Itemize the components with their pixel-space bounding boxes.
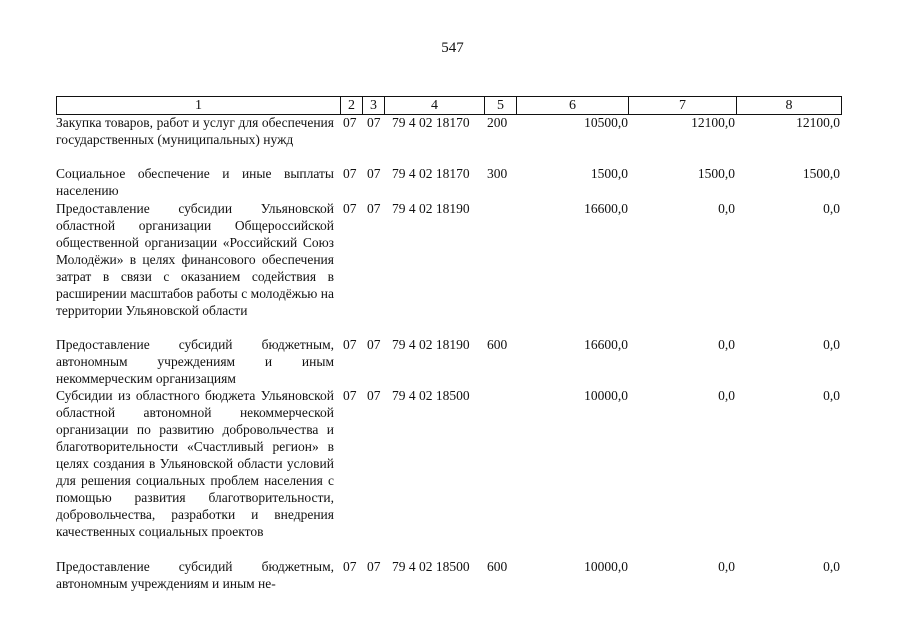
- row-amount-6: 1500,0: [590, 166, 628, 181]
- row-amount-6: 10000,0: [584, 388, 628, 403]
- table-header: [56, 96, 842, 115]
- table-row: [56, 558, 846, 598]
- row-section: 07: [343, 166, 357, 181]
- table-body: [56, 114, 846, 598]
- header-col-7: 7: [629, 97, 737, 114]
- header-col-6: 6: [517, 97, 629, 114]
- row-subsection: 07: [367, 115, 381, 130]
- row-name: Предоставление субсидий бюджетным, автономным учреждениям и иным некоммерческим организациям: [56, 337, 334, 386]
- row-amount-7: 0,0: [718, 559, 735, 574]
- table-row: [56, 336, 846, 387]
- table-row: [56, 114, 846, 165]
- row-subsection: 07: [367, 201, 381, 216]
- table-row: [56, 165, 846, 200]
- row-amount-6: 10000,0: [584, 559, 628, 574]
- row-subsection: 07: [367, 337, 381, 352]
- row-expense-type: 600: [487, 559, 508, 574]
- row-code: 79 4 02 18500: [392, 388, 470, 403]
- header-col-4: 4: [385, 97, 485, 114]
- row-amount-7: 12100,0: [691, 115, 735, 130]
- row-amount-6: 10500,0: [584, 115, 628, 130]
- row-amount-7: 0,0: [718, 337, 735, 352]
- row-section: 07: [343, 115, 357, 130]
- row-name: Предоставление субсидий бюджетным, автономным учреждениям и иным не-: [56, 559, 334, 591]
- row-amount-8: 0,0: [823, 388, 840, 403]
- row-amount-8: 1500,0: [802, 166, 840, 181]
- row-name: Субсидии из областного бюджета Ульяновской областной автономной некоммерческой организации по развитию добровольчества и благотворительности «Счастливый регион» в целях создания в Ульяновской области условий для решения социальных проблем населения с помощью развития благотворительности, добровольчества, разработки и внедрения качественных социальных проектов: [56, 388, 334, 539]
- row-name: Социальное обеспечение и иные выплаты населению: [56, 166, 334, 198]
- header-col-1: 1: [57, 97, 341, 114]
- row-code: 79 4 02 18170: [392, 166, 470, 181]
- row-amount-8: 12100,0: [796, 115, 840, 130]
- row-subsection: 07: [367, 166, 381, 181]
- row-amount-7: 1500,0: [697, 166, 735, 181]
- row-section: 07: [343, 201, 357, 216]
- header-col-2: 2: [341, 97, 363, 114]
- table-row: [56, 200, 846, 336]
- row-subsection: 07: [367, 559, 381, 574]
- row-expense-type: 200: [487, 115, 508, 130]
- row-amount-7: 0,0: [718, 201, 735, 216]
- row-expense-type: 600: [487, 337, 508, 352]
- row-code: 79 4 02 18170: [392, 115, 470, 130]
- row-name: Предоставление субсидии Ульяновской областной организации Общероссийской общественной организации «Российский Союз Молодёжи» в целях финансового обеспечения затрат в связи с оказанием содействия в расширении масштабов работы с молодёжью на территории Ульяновской области: [56, 201, 334, 318]
- row-code: 79 4 02 18190: [392, 337, 470, 352]
- row-code: 79 4 02 18190: [392, 201, 470, 216]
- table-row: [56, 387, 846, 558]
- row-section: 07: [343, 337, 357, 352]
- row-amount-7: 0,0: [718, 388, 735, 403]
- row-amount-8: 0,0: [823, 337, 840, 352]
- row-code: 79 4 02 18500: [392, 559, 470, 574]
- row-amount-8: 0,0: [823, 201, 840, 216]
- row-amount-8: 0,0: [823, 559, 840, 574]
- header-col-5: 5: [485, 97, 517, 114]
- row-expense-type: 300: [487, 166, 508, 181]
- row-subsection: 07: [367, 388, 381, 403]
- header-col-3: 3: [363, 97, 385, 114]
- row-amount-6: 16600,0: [584, 201, 628, 216]
- header-col-8: 8: [785, 98, 793, 113]
- row-section: 07: [343, 559, 357, 574]
- row-amount-6: 16600,0: [584, 337, 628, 352]
- row-section: 07: [343, 388, 357, 403]
- row-name: Закупка товаров, работ и услуг для обеспечения государственных (муниципальных) нужд: [56, 115, 334, 147]
- page-number: 547: [441, 40, 464, 56]
